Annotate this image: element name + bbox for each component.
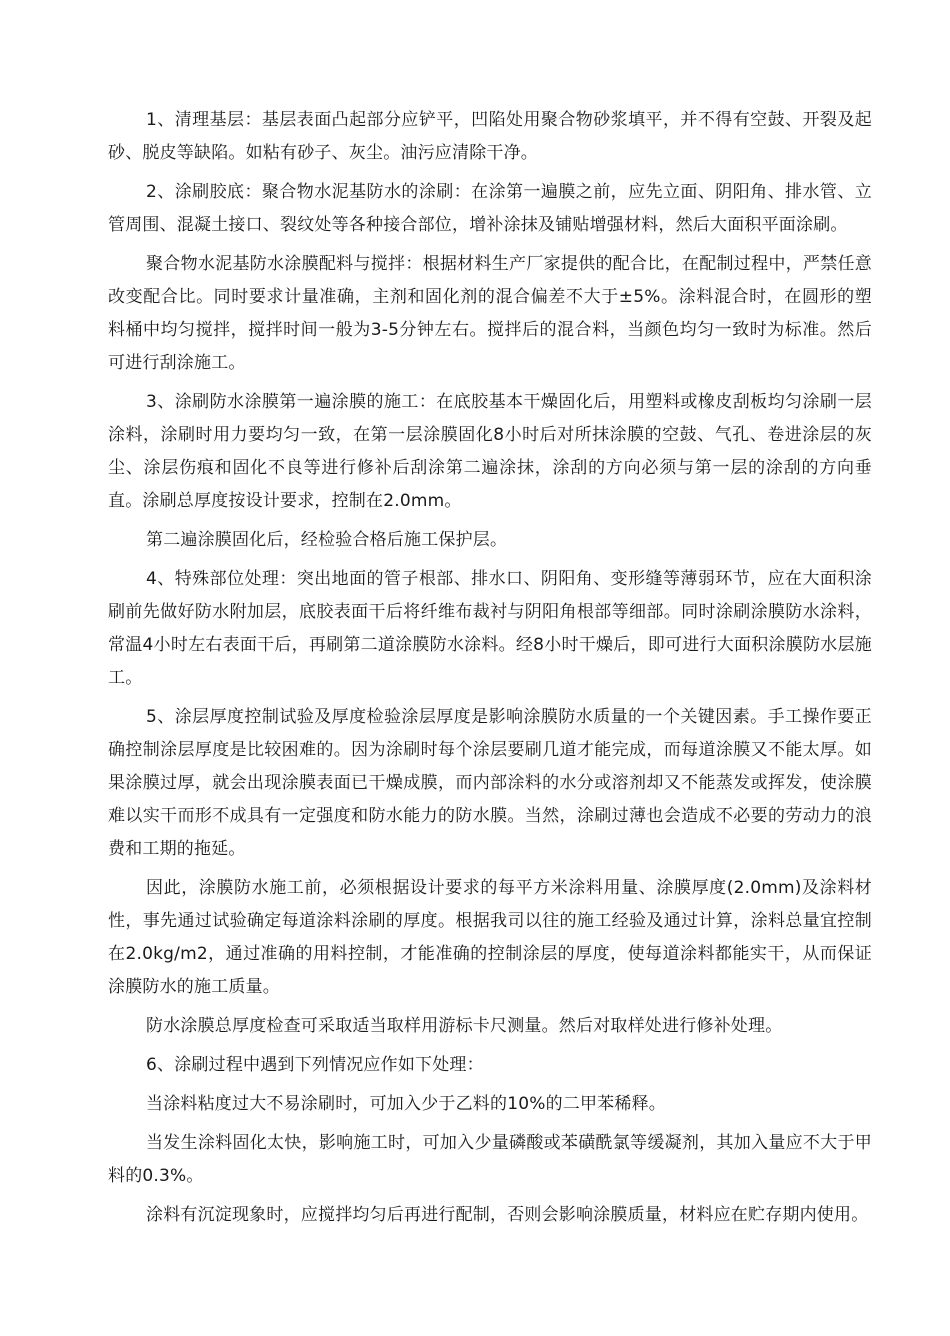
paragraph-fast-curing: 当发生涂料固化太快，影响施工时，可加入少量磷酸或苯磺酰氯等缓凝剂，其加入量应不大于甲料的0.3%。 <box>108 1133 872 1186</box>
paragraph-5-thickness-control: 5、涂层厚度控制试验及厚度检验涂层厚度是影响涂膜防水质量的一个关键因素。手工操作要正确控制涂层厚度是比较困难的。因为涂刷时每个涂层要刷几道才能完成，而每道涂膜又不能太厚。如果涂膜过厚，就会出现涂膜表面已干燥成膜，而内部涂料的水分或溶剂却又不能蒸发或挥发，使涂膜难以实干而形不成具有一定强度和防水能力的防水膜。当然，涂刷过薄也会造成不必要的劳动力的浪费和工期的拖延。 <box>108 707 872 859</box>
paragraph-4-special-areas: 4、特殊部位处理：突出地面的管子根部、排水口、阴阳角、变形缝等薄弱环节，应在大面积涂刷前先做好防水附加层，底胶表面干后将纤维布裁衬与阴阳角根部等细部。同时涂刷涂膜防水涂料，常温4小时左右表面干后，再刷第二道涂膜防水涂料。经8小时干燥后，即可进行大面积涂膜防水层施工。 <box>108 569 872 688</box>
paragraph-therefore: 因此，涂膜防水施工前，必须根据设计要求的每平方米涂料用量、涂膜厚度(2.0mm)及涂料材性，事先通过试验确定每道涂料涂刷的厚度。根据我司以往的施工经验及通过计算，涂料总量宜控制在2.0kg/m2，通过准确的用料控制，才能准确的控制涂层的厚度，使每道涂料都能实干，从而保证涂膜防水的施工质量。 <box>108 878 872 997</box>
document-body <box>108 104 872 1238</box>
paragraph-viscosity: 当涂料粘度过大不易涂刷时，可加入少于乙料的10%的二甲苯稀释。 <box>146 1094 666 1114</box>
paragraph-1-base-cleaning: 1、清理基层：基层表面凸起部分应铲平，凹陷处用聚合物砂浆填平，并不得有空鼓、开裂及起砂、脱皮等缺陷。如粘有砂子、灰尘。油污应清除干净。 <box>108 110 872 163</box>
paragraph-2-primer-coating: 2、涂刷胶底：聚合物水泥基防水的涂刷：在涂第一遍膜之前，应先立面、阴阳角、排水管、立管周围、混凝土接口、裂纹处等各种接合部位，增补涂抹及铺贴增强材料，然后大面积平面涂刷。 <box>108 182 872 235</box>
paragraph-second-coat-cure: 第二遍涂膜固化后，经检验合格后施工保护层。 <box>146 530 508 550</box>
paragraph-3-first-coat: 3、涂刷防水涂膜第一遍涂膜的施工：在底胶基本干燥固化后，用塑料或橡皮刮板均匀涂刷一层涂料，涂刷时用力要均匀一致，在第一层涂膜固化8小时后对所抹涂膜的空鼓、气孔、卷进涂层的灰尘、涂层伤痕和固化不良等进行修补后刮涂第二遍涂抹，涂刮的方向必须与第一层的涂刮的方向垂直。涂刷总厚度按设计要求，控制在2.0mm。 <box>108 392 872 511</box>
paragraph-6-situations: 6、涂刷过程中遇到下列情况应作如下处理： <box>146 1055 484 1075</box>
paragraph-mixing: 聚合物水泥基防水涂膜配料与搅拌：根据材料生产厂家提供的配合比，在配制过程中，严禁任意改变配合比。同时要求计量准确，主剂和固化剂的混合偏差不大于±5%。涂料混合时，在圆形的塑料桶中均匀搅拌，搅拌时间一般为3-5分钟左右。搅拌后的混合料，当颜色均匀一致时为标准。然后可进行刮涂施工。 <box>108 254 872 373</box>
paragraph-sedimentation: 涂料有沉淀现象时，应搅拌均匀后再进行配制，否则会影响涂膜质量，材料应在贮存期内使用。 <box>146 1205 869 1225</box>
paragraph-thickness-check: 防水涂膜总厚度检查可采取适当取样用游标卡尺测量。然后对取样处进行修补处理。 <box>146 1016 783 1036</box>
